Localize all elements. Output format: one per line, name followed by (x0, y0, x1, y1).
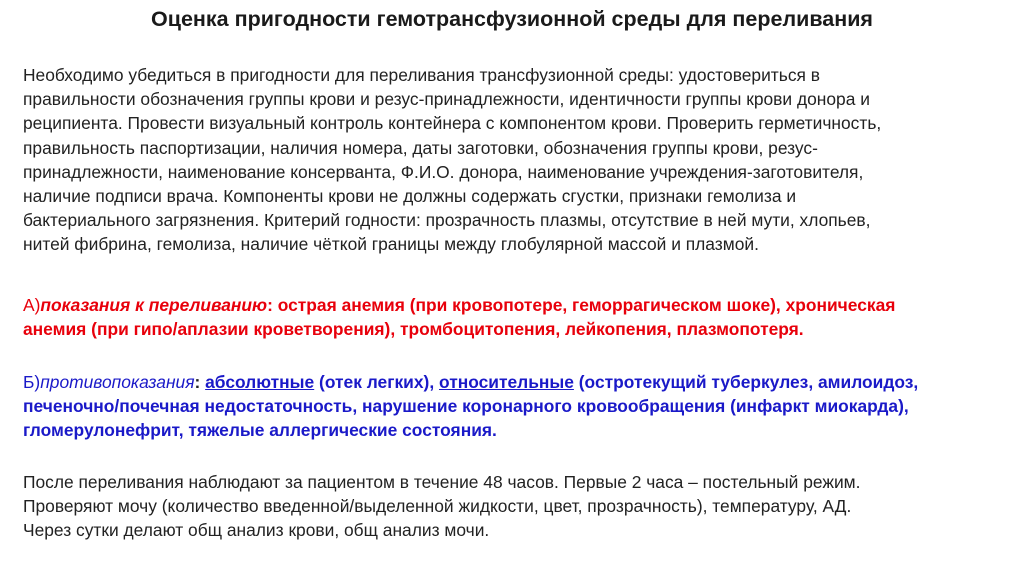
contraindications-colon: : (194, 372, 201, 392)
contraindications-line: печеночно/почечная недостаточность, нарушение коронарного кровообращения (инфаркт миокарда), (23, 396, 909, 417)
relative-label: относительные (439, 372, 574, 392)
indications-paragraph (23, 293, 1008, 341)
slide-title: Оценка пригодности гемотрансфузионной среды для переливания (151, 7, 873, 31)
intro-line: правильность паспортизации, наличия номера, даты заготовки, обозначения группы крови, резус- (23, 137, 818, 158)
contraindications-paragraph (23, 370, 1008, 443)
post-transfusion-line: Через сутки делают общ анализ крови, общ анализ мочи. (23, 520, 490, 541)
intro-paragraph (23, 63, 1008, 257)
absolute-label: абсолютные (205, 372, 315, 392)
indications-prefix: А) (23, 295, 41, 315)
contraindications-line: гломерулонефрит, тяжелые аллергические состояния. (23, 420, 497, 441)
intro-line: наличие подписи врача. Компоненты крови не должны содержать сгустки, признаки гемолиза и (23, 186, 797, 207)
contraindications-prefix: Б) (23, 372, 41, 392)
absolute-detail: (отек легких), (314, 372, 439, 392)
intro-line: правильности обозначения группы крови и резус-принадлежности, идентичности группы крови донора и (23, 89, 870, 110)
post-transfusion-line: После переливания наблюдают за пациентом в течение 48 часов. Первые 2 часа – постельный режим. (23, 472, 861, 492)
intro-line: Необходимо убедиться в пригодности для переливания трансфузионной среды: удостовериться в (23, 65, 821, 85)
intro-line: принадлежности, наименование консерванта, Ф.И.О. донора, наименование учреждения-заготовителя, (23, 161, 864, 182)
contraindications-label: противопоказания (40, 372, 195, 392)
indications-line (23, 293, 1008, 317)
post-transfusion-paragraph (23, 470, 1008, 543)
contraindications-line (23, 370, 1008, 394)
intro-line: бактериального загрязнения. Критерий годности: прозрачность плазмы, отсутствие в ней мути, хлопьев, (23, 210, 871, 231)
indications-label: показания к переливанию (40, 295, 268, 315)
intro-line: реципиента. Провести визуальный контроль контейнера с компонентом крови. Проверить герметичность, (23, 113, 882, 134)
indications-colon: : (267, 295, 273, 315)
indications-text: острая анемия (при кровопотере, геморрагическом шоке), хроническая (272, 295, 896, 315)
intro-line: нитей фибрина, гемолиза, наличие чёткой границы между глобулярной массой и плазмой. (23, 234, 759, 255)
relative-detail: (остротекущий туберкулез, амилоидоз, (573, 372, 919, 392)
indications-line: анемия (при гипо/аплазии кроветворения), тромбоцитопения, лейкопения, плазмопотеря. (23, 319, 804, 340)
post-transfusion-line: Проверяют мочу (количество введенной/выделенной жидкости, цвет, прозрачность), температуру, АД. (23, 496, 852, 517)
